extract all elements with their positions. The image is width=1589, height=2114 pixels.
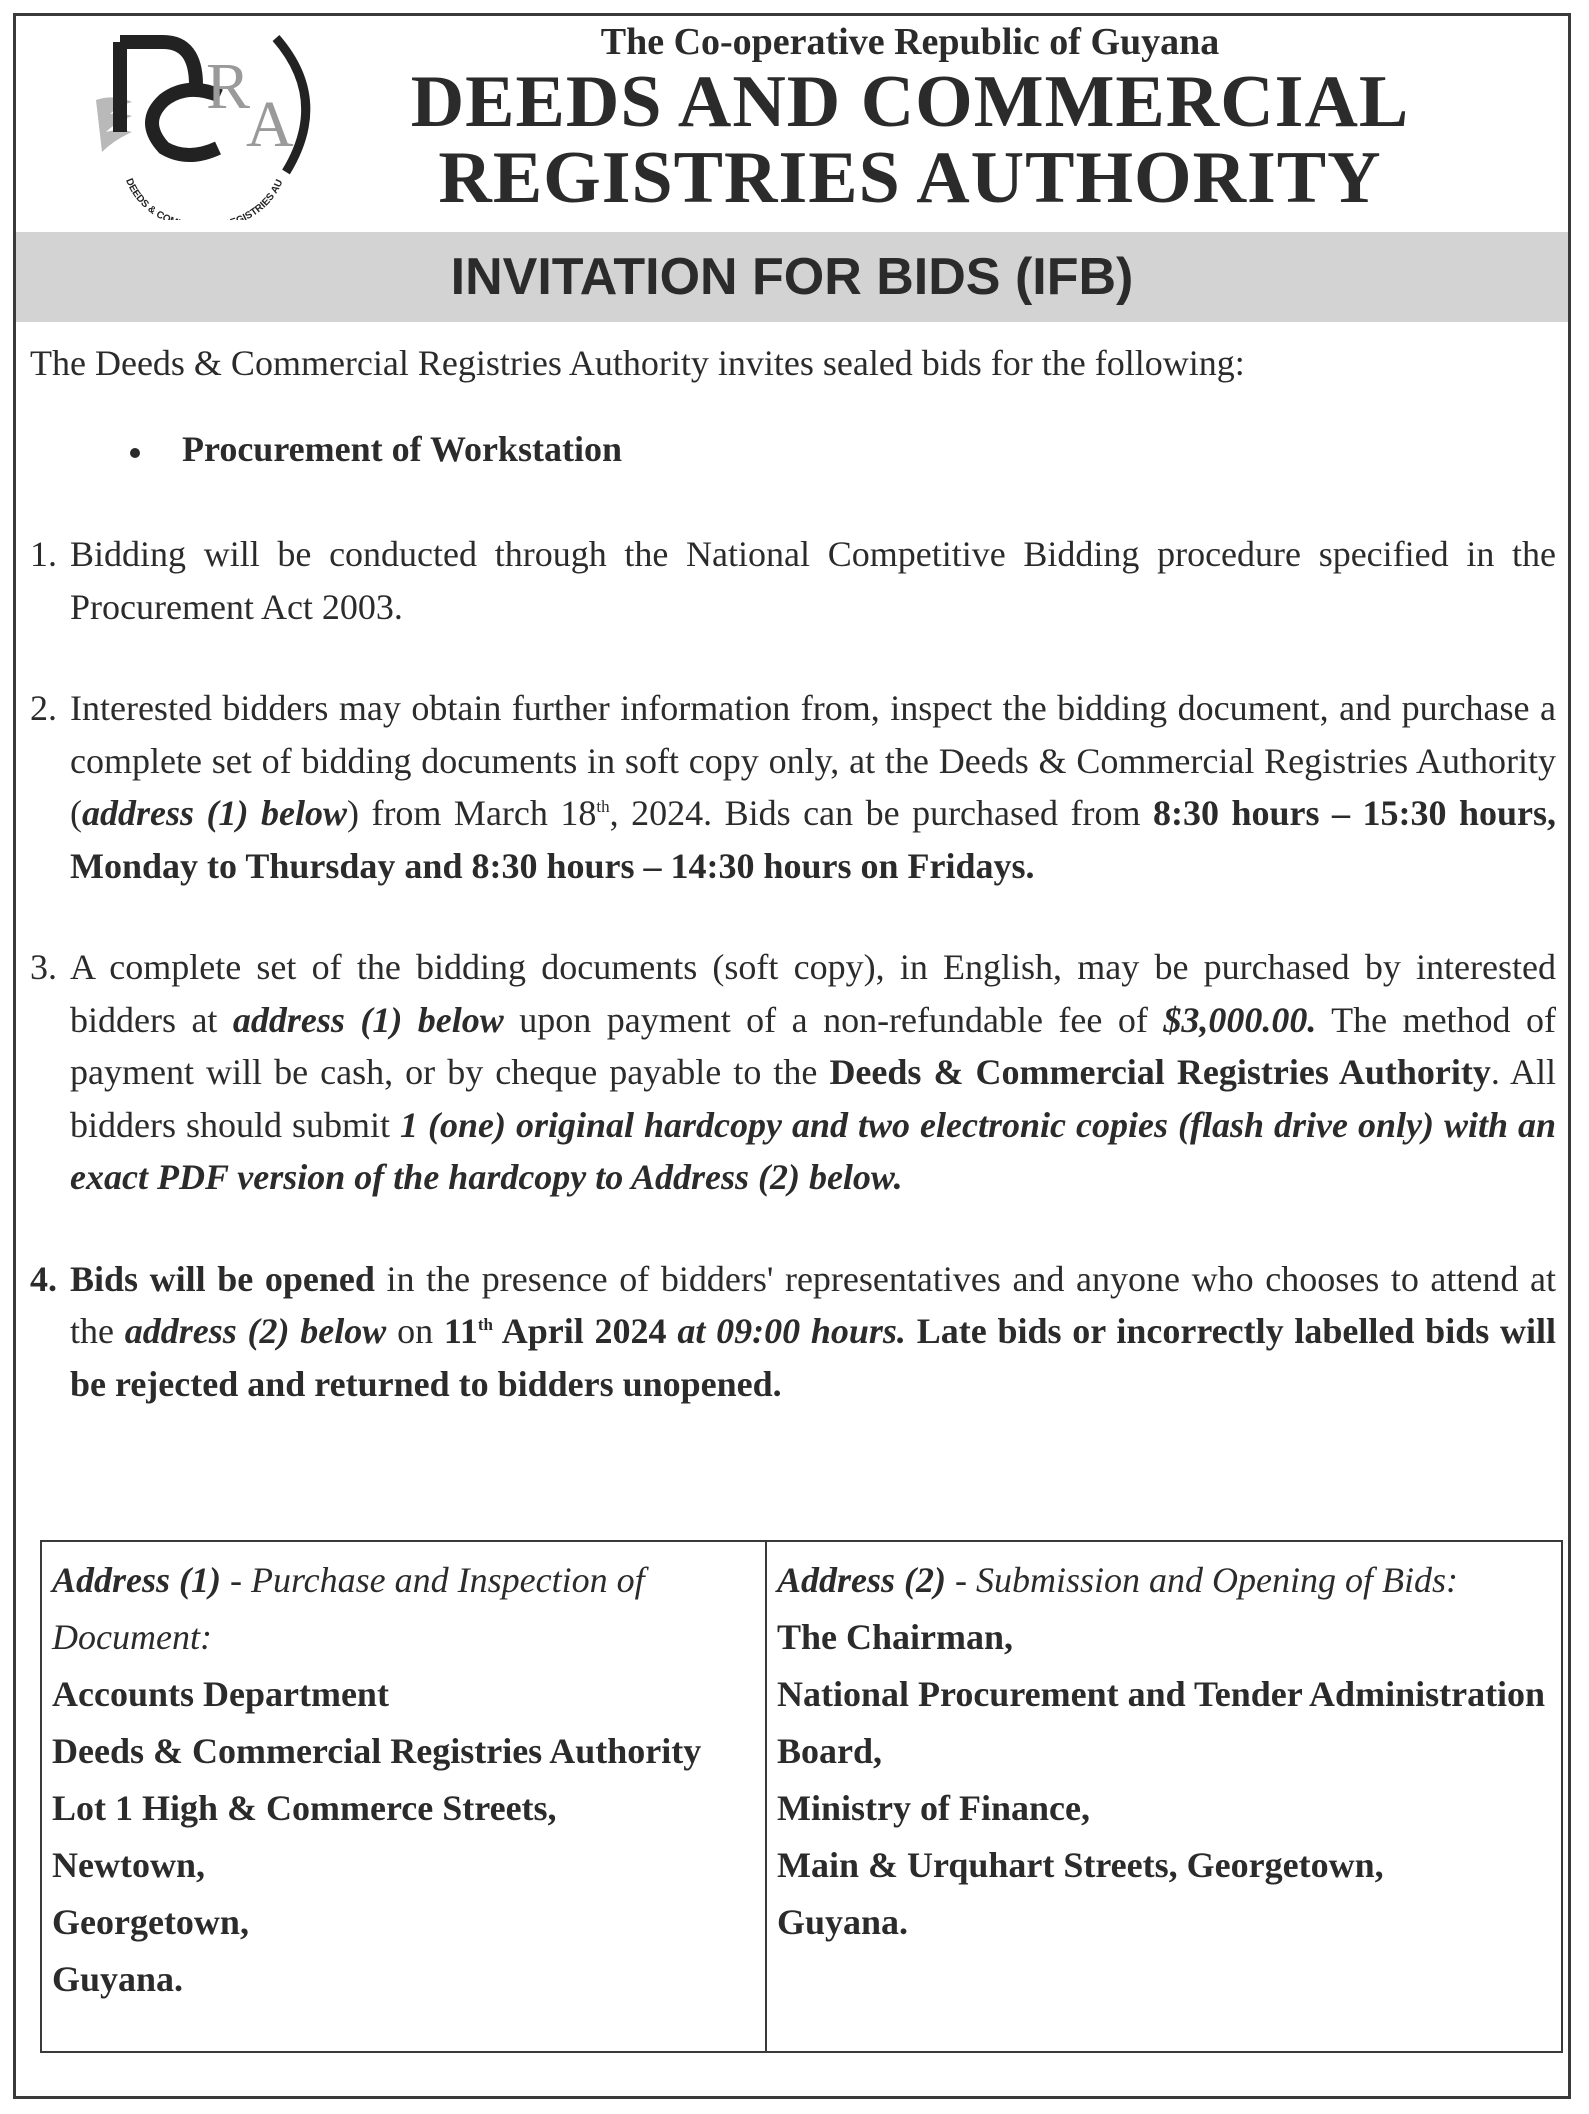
office-hours: 8:30 hours – 15:30 hours, Monday to Thursday and 8:30 hours – 14:30 hours on Fridays. — [70, 793, 1556, 886]
dcra-logo — [78, 30, 318, 220]
item-text: in the presence of bidders' representatives and anyone who chooses to attend at the — [70, 1258, 1556, 1351]
svg-text:R: R — [206, 50, 251, 123]
svg-text:A: A — [246, 88, 294, 161]
address-1-label: Address (1) — [52, 1560, 221, 1600]
list-item-1 — [30, 528, 1556, 633]
address-2-purpose: - Submission and Opening of Bids: — [946, 1560, 1458, 1600]
item-text: ) from March 18 — [346, 793, 597, 833]
svg-text:DEEDS & COMMERCIAL REGISTRIES: DEEDS & CO ISTRIES AU — [123, 176, 286, 220]
item-number: 2. — [30, 688, 57, 728]
address-ref: address (1) below — [232, 999, 504, 1040]
address-line: The Chairman, — [777, 1617, 1014, 1657]
address-2-label: Address (2) — [777, 1560, 946, 1600]
bullet-text: Procurement of Workstation — [182, 429, 622, 469]
address-line: Guyana. — [777, 1902, 909, 1942]
submission-requirements: 1 (one) original hardcopy and two electronic copies (flash drive only) with an exact PDF version of the hardcopy to Address (2) below. — [70, 1104, 1556, 1197]
list-item-4 — [30, 1253, 1556, 1411]
fee-amount: $3,000.00. — [1163, 999, 1317, 1040]
item-text: Interested bidders may obtain further information from, inspect the bidding document, and purchase a complete set of bidding documents in soft copy only, at the Deeds & Commercial Registries Authority ( — [70, 688, 1556, 833]
item-number: 1. — [30, 534, 57, 574]
address-line: Deeds & Commercial Registries Authority — [52, 1731, 702, 1771]
item-text: on — [386, 1311, 444, 1351]
address-line: Guyana. — [52, 1959, 184, 1999]
item-text: . All bidders should submit — [70, 1052, 1556, 1145]
authority-line-2: REGISTRIES AUTHORITY — [438, 137, 1382, 219]
late-bid-warning: Late bids or incorrectly labelled bids will be rejected and returned to bidders unopened. — [70, 1311, 1557, 1404]
ordinal-suffix: th — [596, 797, 610, 816]
item-text: , 2024. Bids can be purchased from — [609, 793, 1153, 833]
address-1-purpose: - Purchase and Inspection of Document: — [52, 1560, 645, 1657]
item-lead: Bids will be opened — [70, 1258, 375, 1299]
payee-name: Deeds & Commercial Registries Authority — [829, 1052, 1491, 1092]
address-2-cell — [767, 1542, 1561, 2051]
address-1-caption — [52, 1552, 755, 1666]
opening-day: 11 — [443, 1311, 478, 1351]
address-line: Accounts Department — [52, 1674, 389, 1714]
address-ref: address (2) below — [124, 1311, 387, 1351]
bullet-dot-icon — [130, 448, 140, 458]
opening-time: at 09:00 hours. — [666, 1311, 906, 1351]
address-ref: address (1) below — [82, 793, 347, 833]
list-item-2 — [30, 682, 1556, 892]
address-line: National Procurement and Tender Administration Board, — [777, 1674, 1546, 1771]
authority-name — [380, 61, 1440, 219]
item-number: 4. — [30, 1258, 57, 1299]
list-item-3 — [30, 941, 1556, 1204]
numbered-list — [30, 528, 1556, 1459]
item-text: A complete set of the bidding documents (soft copy), in English, may be purchased by interested bidders at — [70, 947, 1556, 1040]
ordinal-suffix: th — [477, 1315, 493, 1334]
item-text: The method of payment will be cash, or by cheque payable to the — [70, 999, 1556, 1092]
item-number: 3. — [30, 947, 57, 987]
address-table — [40, 1540, 1563, 2053]
item-text: upon payment of a non-refundable fee of — [503, 999, 1164, 1040]
item-text: Bidding will be conducted through the National Competitive Bidding procedure specified in the Procurement Act 2003. — [70, 534, 1556, 627]
notice-title: INVITATION FOR BIDS (IFB) — [16, 232, 1568, 322]
authority-line-1: DEEDS AND COMMERCIAL — [410, 61, 1410, 143]
country-name: The Co-operative Republic of Guyana — [600, 21, 1220, 63]
address-2-caption — [777, 1552, 1551, 1609]
address-line: Ministry of Finance, — [777, 1788, 1090, 1828]
opening-date: April 2024 — [492, 1311, 667, 1351]
address-line: Georgetown, — [52, 1902, 249, 1942]
address-line: Newtown, — [52, 1845, 205, 1885]
intro-text: The Deeds & Commercial Registries Authority invites sealed bids for the following: — [30, 343, 1245, 383]
address-line: Main & Urquhart Streets, Georgetown, — [777, 1845, 1384, 1885]
address-line: Lot 1 High & Commerce Streets, — [52, 1788, 557, 1828]
bullet-item — [130, 428, 622, 470]
address-1-cell — [42, 1542, 767, 2051]
